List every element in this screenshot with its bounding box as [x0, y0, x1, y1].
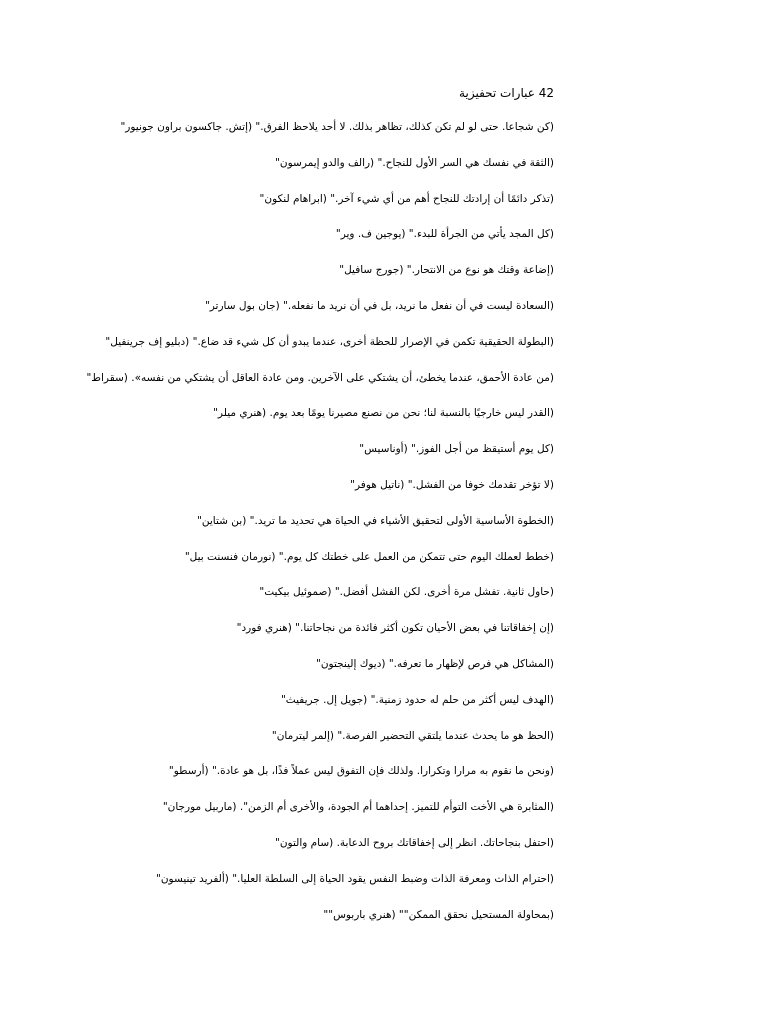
document-title: 42 عبارات تحفيزية	[459, 86, 554, 100]
quote-line: (المثابرة هي الأخت التوأم للتميز. إحداهما أم الجودة، والأخرى أم الزمن". (ماربيل مورجان"	[162, 801, 554, 814]
quote-line: (الخطوة الأساسية الأولى لتحقيق الأشياء في الحياة هي تحديد ما تريد." (بن شتاين"	[197, 514, 554, 527]
quote-line: (كل يوم أستيقظ من أجل الفوز." (أوناسيس"	[359, 443, 554, 456]
quote-line: (بمحاولة المستحيل نحقق الممكن"" (هنري باربوس""	[323, 908, 554, 921]
quote-line: (حاول ثانية. تفشل مرة أخرى. لكن الفشل أفضل." (صموئيل بيكيت"	[259, 586, 554, 599]
quote-line: (المشاكل هي فرص لإظهار ما تعرفه." (ديوك إلينجتون"	[316, 657, 554, 670]
quote-line: (كن شجاعا. حتى لو لم تكن كذلك، تظاهر بذلك. لا أحد يلاحظ الفرق." (إتش. جاكسون براون جونيور"	[120, 121, 554, 133]
document-page	[86, 84, 554, 942]
quote-line: (لا تؤخر تقدمك خوفا من الفشل." (ناتيل هوفر"	[350, 478, 554, 491]
quote-line: (خطط لعملك اليوم حتى تتمكن من العمل على خطتك كل يوم." (نورمان فنسنت بيل"	[184, 550, 554, 563]
quote-line: (احترام الذات ومعرفة الذات وضبط النفس يقود الحياة إلى السلطة العليا." (ألفريد تينيسون"	[156, 872, 554, 885]
quote-line: (كل المجد يأتي من الجرأة للبدء." (يوجين ف. وير"	[335, 228, 554, 241]
quote-line: (إضاعة وقتك هو نوع من الانتحار." (جورج سافيل"	[339, 264, 554, 277]
quote-line: (الحظ هو ما يحدث عندما يلتقي التحضير الفرصة." (إلمر ليترمان"	[271, 729, 554, 742]
quote-list	[86, 119, 554, 923]
quote-line: (من عادة الأحمق، عندما يخطئ، أن يشتكي على الآخرين. ومن عادة العاقل أن يشتكي من نفسه». (سقراط"	[86, 371, 554, 384]
quote-line: (احتفل بنجاحاتك. انظر إلى إخفاقاتك بروح الدعابة. (سام والتون"	[275, 836, 554, 849]
quote-line: (القدر ليس خارجيًا بالنسبة لنا؛ نحن من نصنع مصيرنا يومًا بعد يوم. (هنري ميلر"	[213, 407, 554, 420]
quote-line: (تذكر دائمًا أن إرادتك للنجاح أهم من أي شيء آخر." (ابراهام لنكون"	[259, 192, 554, 205]
quote-line: (الهدف ليس أكثر من حلم له حدود زمنية." (جويل إل. جريفيث"	[280, 693, 554, 706]
quote-line: (إن إخفاقاتنا في بعض الأحيان تكون أكثر فائدة من نجاحاتنا." (هنري فورد"	[236, 622, 554, 635]
quote-line: (السعادة ليست في أن نفعل ما نريد، بل في أن نريد ما نفعله." (جان بول سارتر"	[204, 299, 554, 312]
quote-line: (الثقة في نفسك هي السر الأول للنجاح." (رالف والدو إيمرسون"	[275, 156, 554, 169]
quote-line: (ونحن ما نقوم به مرارا وتكرارا. ولذلك فإن التفوق ليس عملاً فذًا، بل هو عادة." (أرسطو"	[168, 765, 554, 778]
quote-line: (البطولة الحقيقية تكمن في الإصرار للحظة أخرى، عندما يبدو أن كل شيء قد ضاع." (دبليو إف جرينفيل"	[105, 335, 554, 348]
